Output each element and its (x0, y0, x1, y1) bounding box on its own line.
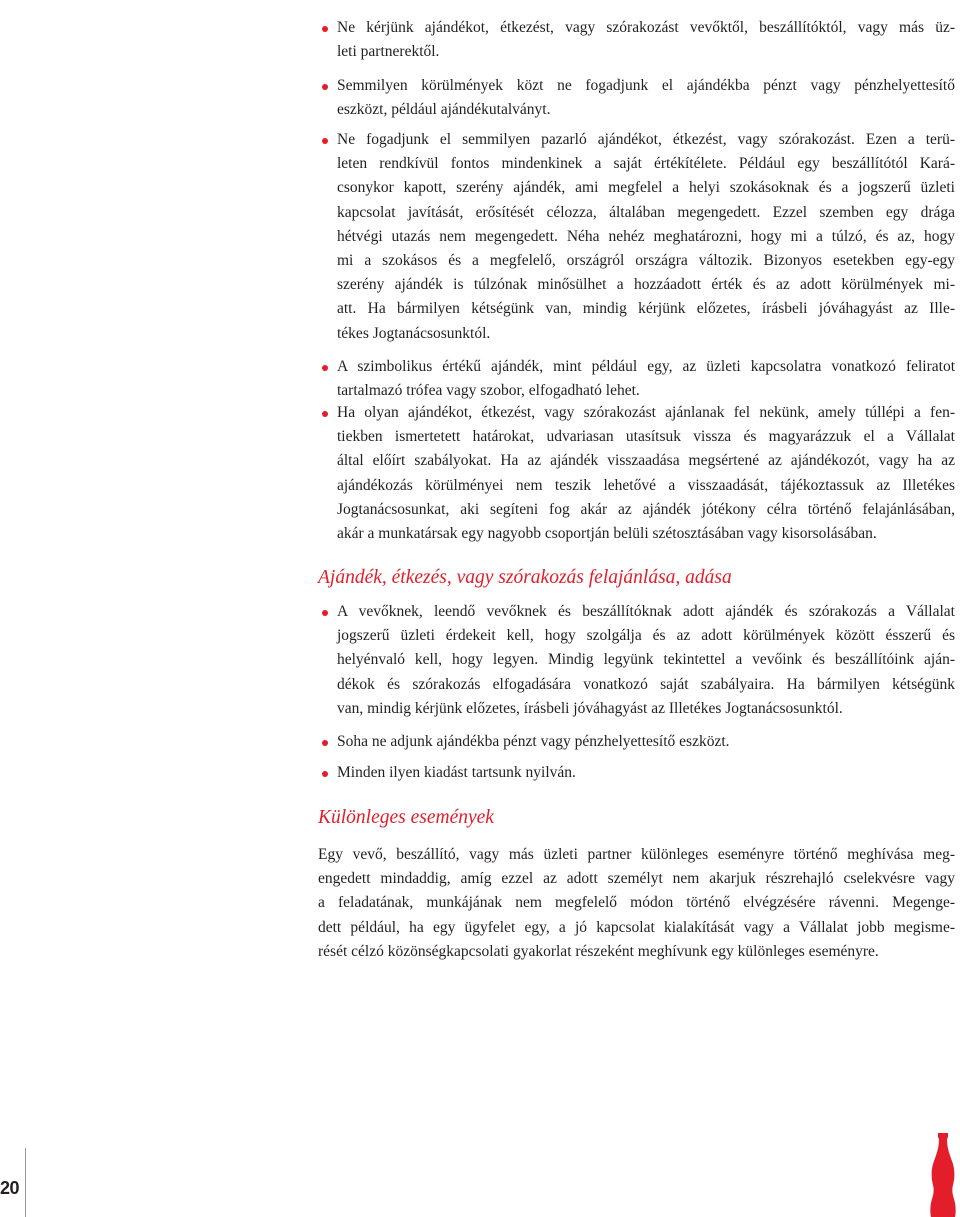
text-line: szerény ajándék is túlzónak minősülhet a hozzáadott érték és az adott körülmények mi- (337, 276, 955, 294)
bullet-icon (322, 771, 328, 777)
bullet-icon (322, 138, 328, 144)
body-paragraph (318, 843, 955, 964)
bullet-icon (322, 365, 328, 371)
bullet-item (337, 600, 955, 721)
text-line: Ne kérjünk ajándékot, étkezést, vagy szórakozást vevőktől, beszállítóktól, vagy más üz- (337, 19, 955, 36)
text-line: dett például, ha egy ügyfelet egy, a jó kapcsolat kialakítását vagy a Vállalat jobb megisme- (318, 918, 955, 936)
page-number: 20 (0, 1178, 20, 1198)
text-line: att. Ha bármilyen kétségünk van, mindig kérjünk előzetes, írásbeli jóváhagyást az Ille- (337, 300, 955, 318)
text-line: akár a munkatársak egy nagyobb csoportján belüli szétosztásában vagy kisorsolásában. (337, 524, 877, 542)
text-line: mi a szokásos és a megfelelő, országról országra változik. Bizonyos esetekben egy-egy (337, 251, 955, 269)
text-line: Ha olyan ajándékot, étkezést, vagy szórakozást ajánlanak fel nekünk, amely túllépi a fen- (337, 404, 955, 421)
bullet-item (337, 730, 955, 754)
bullet-icon (322, 411, 328, 417)
bullet-item (337, 74, 955, 122)
bottle-icon (929, 1133, 957, 1217)
text-line: tékes Jogtanácsosunktól. (337, 324, 491, 342)
text-line: Soha ne adjunk ajándékba pénzt vagy pénzhelyettesítő eszközt. (337, 733, 730, 750)
text-line: Ne fogadjunk el semmilyen pazarló ajándékot, étkezést, vagy szórakozást. Ezen a terü- (337, 131, 955, 148)
text-line: által előírt szabályokat. Ha az ajándék visszaadása megsértené az ajándékozót, vagy ha az (337, 452, 955, 470)
text-line: tartalmazó trófea vagy szobor, elfogadható lehet. (337, 382, 640, 400)
bullet-item (337, 401, 955, 546)
bullet-icon (322, 26, 328, 32)
text-line: helyénvaló kell, hogy legyen. Mindig legyünk tekintettel a vevőink és beszállítóink aján- (337, 651, 955, 669)
text-line: engedett mindaddig, amíg ezzel az adott személyt nem akarjuk részrehajló cselekvésre vagy (318, 870, 955, 888)
text-line: hétvégi utazás nem megengedett. Néha nehéz meghatározni, hogy mi a túlzó, és az, hogy (337, 227, 955, 245)
text-line: csonykor kapott, szerény ajándék, ami megfelel a helyi szokásoknak és a jogszerű üzleti (337, 179, 955, 197)
text-line: van, mindig kérjünk előzetes, írásbeli jóváhagyást az Illetékes Jogtanácsosunktól. (337, 699, 843, 717)
bullet-icon (322, 84, 328, 90)
bullet-item (337, 761, 955, 785)
text-line: tiekben ismertetett határokat, udvariasan utasítsuk vissza és magyarázzuk el a Vállalat (337, 428, 955, 446)
section-heading: Ajándék, étkezés, vagy szórakozás felajánlása, adása (318, 567, 732, 588)
section-heading: Különleges események (318, 807, 494, 828)
text-line: Jogtanácsosunkat, aki segíteni fog akár az ajándék jótékony célra történő felajánlásában, (337, 500, 955, 518)
bullet-icon (322, 610, 328, 616)
text-line: A szimbolikus értékű ajándék, mint például egy, az üzleti kapcsolatra vonatkozó feliratot (337, 358, 955, 375)
text-line: jogszerű üzleti érdekeit kell, hogy szolgálja és az adott körülmények között ésszerű és (337, 627, 955, 645)
text-line: leten rendkívül fontos mindenkinek a saját értékítélete. Például egy beszállítótól Kará- (337, 155, 955, 173)
text-line: Egy vevő, beszállító, vagy más üzleti partner különleges eseményre történő meghívása meg- (318, 846, 955, 863)
bullet-icon (322, 740, 328, 746)
text-line: Minden ilyen kiadást tartsunk nyilván. (337, 764, 576, 781)
bullet-item (337, 16, 955, 64)
text-line: leti partnerektől. (337, 43, 440, 61)
text-line: A vevőknek, leendő vevőknek és beszállítóknak adott ajándék és szórakozás a Vállalat (337, 603, 955, 620)
text-line: Semmilyen körülmények közt ne fogadjunk el ajándékba pénzt vagy pénzhelyettesítő (337, 77, 955, 94)
text-line: rését célzó közönségkapcsolati gyakorlat részeként meghívunk egy különleges eseményre. (318, 942, 879, 960)
text-line: ajándékozás körülményei nem teszik lehetővé a visszaadását, tájékoztassuk az Illetékes (337, 476, 955, 494)
footer-divider (25, 1148, 26, 1217)
text-line: kapcsolat javítását, erősítését célozza, általában megengedett. Ezzel szemben egy drága (337, 203, 955, 221)
bullet-item (337, 128, 955, 346)
text-line: dékok és szórakozás elfogadására vonatkozó saját szabályaira. Ha bármilyen kétségünk (337, 675, 955, 693)
text-line: a feladatának, munkájának nem megfelelő módon történő elvégzésére rávenni. Megenge- (318, 894, 955, 912)
text-line: eszközt, például ajándékutalványt. (337, 101, 551, 119)
bullet-item (337, 355, 955, 403)
